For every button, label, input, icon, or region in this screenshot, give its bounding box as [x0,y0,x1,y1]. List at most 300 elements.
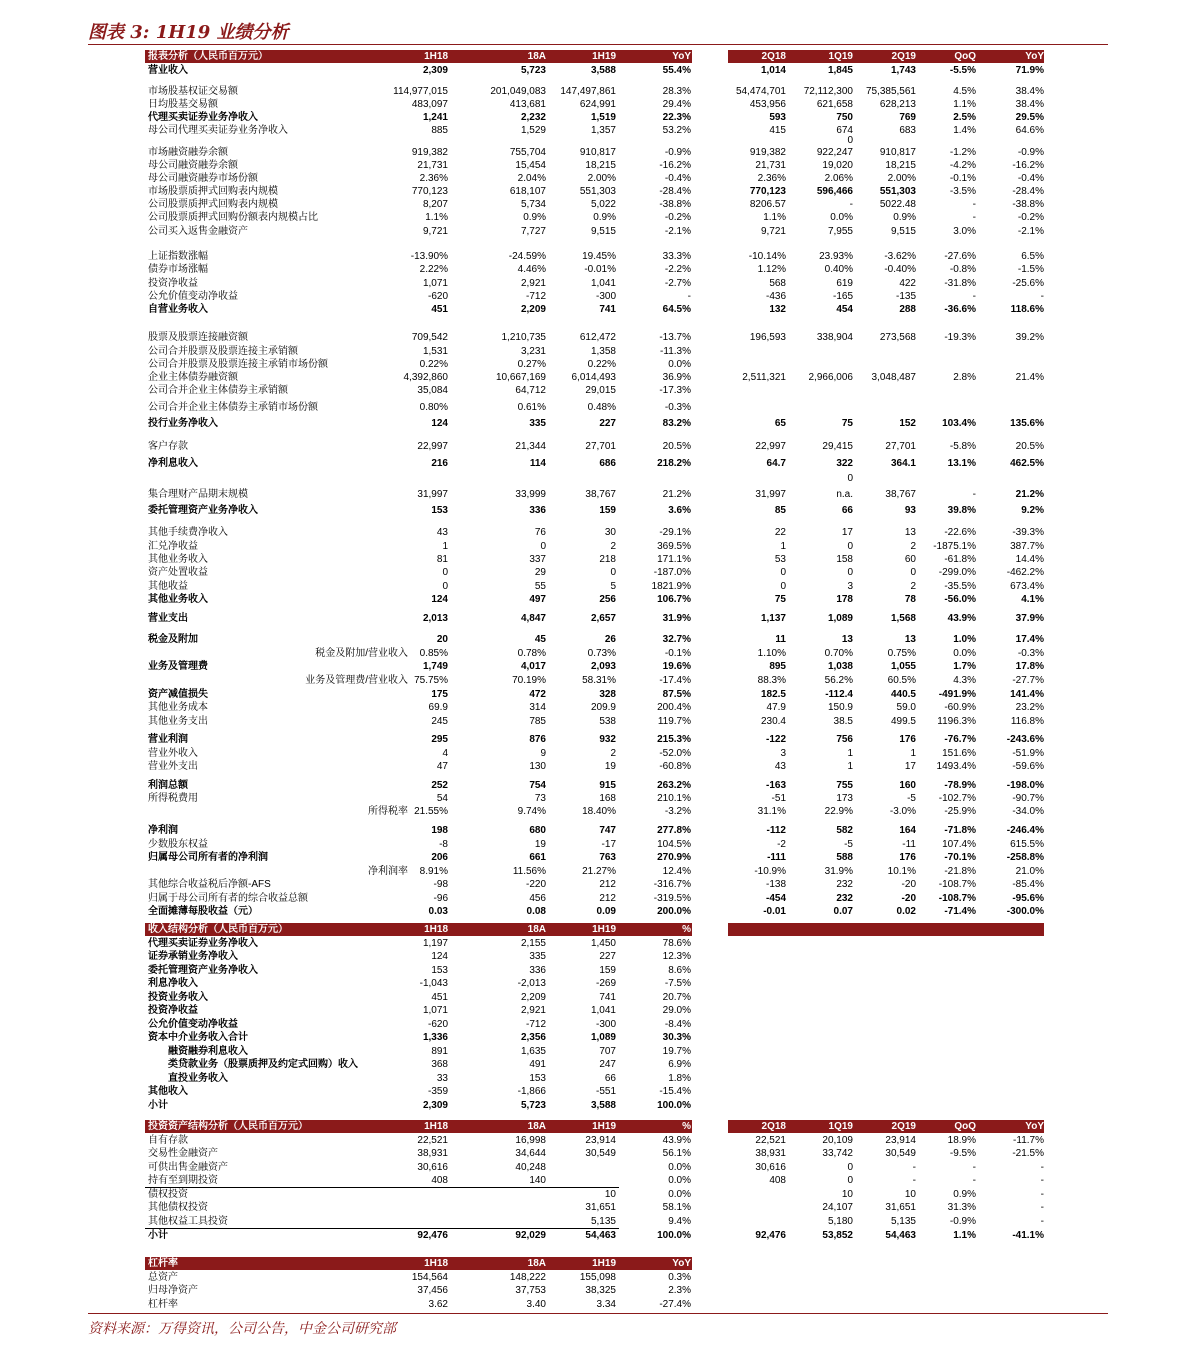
cell-4: 2.3% [668,1285,691,1296]
cell-1: -13.90% [410,251,448,262]
cell-8: - [972,212,976,223]
cell-1: 198 [431,825,448,836]
table-row [0,733,1191,746]
cell-5: 22,521 [755,1135,786,1146]
cell-7: - [912,1175,916,1186]
cell-4: 43.9% [662,1135,691,1146]
cell-5: 11 [775,634,786,645]
cell-6: 232 [836,893,853,904]
cell-7: 628,213 [879,99,916,110]
cell-7: -0.40% [884,264,916,275]
cell-9: - [1040,1202,1044,1213]
row-label: 客户存款 [148,441,188,452]
table-row [0,111,1191,124]
cell-8: 1.4% [953,125,976,136]
cell-1: 919,382 [411,147,448,158]
table-row [0,1134,1191,1147]
cell-4: 200.4% [657,702,691,713]
cell-5: 132 [769,304,786,315]
cell-7: 0 [910,567,916,578]
cell-1: 1H18 [424,924,448,935]
cell-6: 619 [836,278,853,289]
cell-8: - [972,291,976,302]
cell-4: -11.3% [660,346,691,357]
table-row [0,198,1191,211]
row-label: 投资净收益 [148,278,198,289]
cell-5: 919,382 [749,147,786,158]
cell-5: 65 [774,418,786,429]
cell-2: 0.08 [526,906,546,917]
cell-3: 218 [599,554,616,565]
cell-2: 140 [529,1175,546,1186]
cell-4: 200.0% [657,906,691,917]
cell-6: 158 [836,554,853,565]
cell-9: -0.4% [1017,173,1044,184]
cell-3: 0 [610,567,616,578]
cell-1: 81 [436,554,448,565]
cell-9: -51.9% [1012,748,1044,759]
cell-4: 8.6% [668,965,691,976]
cell-3: 551,303 [579,186,616,197]
cell-9: 6.5% [1021,251,1044,262]
row-label: 委托管理资产业务净收入 [148,505,258,516]
cell-2: 491 [529,1059,546,1070]
cell-3: 5,022 [590,199,616,210]
cell-3: 910,817 [579,147,616,158]
cell-2: 37,753 [515,1285,546,1296]
cell-5: 1,014 [760,65,786,76]
cell-4: -316.7% [653,879,691,890]
cell-9: -0.9% [1017,147,1044,158]
cell-3: 30,549 [585,1148,616,1159]
cell-7: 10 [904,1189,916,1200]
cell-9: 14.4% [1015,554,1044,565]
cell-1: 891 [431,1046,448,1057]
cell-8: 1493.4% [936,761,976,772]
cell-1: 0.03 [428,906,448,917]
row-label: 证券承销业务净收入 [148,951,238,962]
cell-6: 38.5 [833,716,853,727]
cell-7: 2.00% [887,173,916,184]
cell-1: 1,197 [422,938,448,949]
cell-6: 0.07 [833,906,853,917]
cell-6: 755 [836,780,853,791]
cell-3: 18.40% [582,806,616,817]
top-rule [88,44,1108,45]
cell-8: 2.8% [953,372,976,383]
row-label: 归属于母公司所有者的综合收益总额 [148,893,308,904]
cell-4: 87.5% [662,689,691,700]
cell-2: 2,155 [520,938,546,949]
cell-7: 9,515 [890,226,916,237]
cell-1: 1,749 [422,661,448,672]
cell-2: 3,231 [520,346,546,357]
table-row [0,660,1191,673]
table-row [0,1031,1191,1044]
row-label: 融资融券利息收入 [148,1046,248,1057]
cell-5: -436 [765,291,786,302]
row-label: 自营业务收入 [148,304,208,315]
table-row [0,674,1191,687]
cell-8: -0.8% [949,264,976,275]
cell-4: - [687,291,691,302]
cell-3: 29,015 [585,385,616,396]
cell-4: 20.7% [662,992,691,1003]
cell-6: - [849,199,853,210]
cell-6: 13 [841,634,853,645]
cell-9: -1.5% [1017,264,1044,275]
cell-7: -11 [902,839,916,850]
cell-9: YoY [1025,51,1044,62]
table-row [0,838,1191,851]
cell-6: 621,658 [816,99,853,110]
cell-4: -15.4% [659,1086,691,1097]
cell-1: 175 [431,689,448,700]
cell-3: 1H19 [592,1258,616,1269]
cell-6: 596,466 [816,186,853,197]
cell-2: 92,029 [515,1230,546,1241]
row-label: 市场股票质押式回购表内规模 [148,186,278,197]
cell-6: 0.70% [824,648,853,659]
table-row [0,892,1191,905]
cell-3: 155,098 [579,1272,616,1283]
table-row [0,633,1191,646]
cell-3: 26 [604,634,616,645]
cell-5: 593 [769,112,786,123]
row-label: 债权投资 [148,1189,188,1200]
cell-9: 38.4% [1015,86,1044,97]
cell-5: 2,511,321 [742,372,786,383]
cell-4: -2.1% [664,226,691,237]
cell-2: 33,999 [515,489,546,500]
cell-9: 387.7% [1010,541,1044,552]
cell-4: 64.5% [662,304,691,315]
cell-1: 0.22% [419,359,448,370]
cell-6: 2.06% [824,173,853,184]
cell-2: 130 [529,761,546,772]
cell-7: 364.1 [890,458,916,469]
cell-2: 0 [540,541,546,552]
cell-2: 40,248 [515,1162,546,1173]
cell-1: 1,071 [422,278,448,289]
cell-1: 69.9 [428,702,448,713]
cell-2: 1,529 [520,125,546,136]
cell-6: 588 [836,852,853,863]
cell-7: 60 [904,554,916,565]
cell-9: 39.2% [1015,332,1044,343]
cell-9: -198.0% [1006,780,1044,791]
cell-7: -3.62% [884,251,916,262]
cell-8: 103.4% [942,418,976,429]
cell-5: 47.9 [766,702,786,713]
cell-6: 232 [836,879,853,890]
cell-3: 3.34 [596,1299,616,1310]
cell-4: 19.7% [662,1046,691,1057]
cell-9: 4.1% [1021,594,1044,605]
cell-8: -36.6% [944,304,976,315]
row-label: 公允价值变动净收益 [148,1019,238,1030]
cell-3: 58.31% [582,675,616,686]
cell-4: -38.8% [659,199,691,210]
cell-9: 20.5% [1015,441,1044,452]
cell-9: 118.6% [1010,304,1044,315]
cell-4: 100.0% [657,1230,691,1241]
cell-5: 895 [769,661,786,672]
row-label: 归母净资产 [148,1285,198,1296]
cell-2: 754 [529,780,546,791]
cell-2: 201,049,083 [490,86,546,97]
cell-6: 29,415 [822,441,853,452]
cell-9: 21.4% [1015,372,1044,383]
row-label: 公司股票质押式回购份额表内规模占比 [148,212,318,223]
cell-4: -0.3% [664,402,691,413]
cell-9: -34.0% [1012,806,1044,817]
row-label: 利润总额 [148,780,188,791]
cell-5: 64.7 [766,458,786,469]
cell-1: 21,731 [417,160,448,171]
cell-1: -359 [427,1086,448,1097]
cell-2: 70.19% [512,675,546,686]
cell-8: 18.9% [947,1135,976,1146]
cell-2: -712 [525,1019,546,1030]
cell-8: 39.8% [947,505,976,516]
cell-3: -551 [595,1086,616,1097]
cell-2: 76 [534,527,546,538]
cell-3: 9,515 [590,226,616,237]
cell-3: 31,651 [585,1202,616,1213]
cell-4: -0.2% [664,212,691,223]
cell-6: 20,109 [822,1135,853,1146]
cell-4: YoY [672,1258,691,1269]
row-label: 全面摊薄每股收益（元） [148,906,258,917]
cell-8: QoQ [954,1121,976,1132]
cell-8: -9.5% [949,1148,976,1159]
cell-7: 2 [910,541,916,552]
cell-8: 1196.3% [937,716,976,727]
cell-3: 227 [599,418,616,429]
row-label: 公司买入返售金融资产 [148,226,248,237]
cell-7: 30,549 [885,1148,916,1159]
cell-5: 182.5 [760,689,786,700]
cell-1: 1H18 [424,51,448,62]
cell-6: 23.93% [819,251,853,262]
cell-4: -17.4% [659,675,691,686]
cell-3: 247 [599,1059,616,1070]
cell-3: 0.22% [587,359,616,370]
cell-2: 618,107 [509,186,546,197]
source-note: 资料来源：万得资讯，公司公告，中金公司研究部 [88,1321,396,1337]
cell-3: 2.00% [587,173,616,184]
cell-3: -300 [595,1019,616,1030]
cell-3: 30 [604,527,616,538]
cell-9: -41.1% [1012,1230,1044,1241]
cell-1: 43 [436,527,448,538]
table-header-row [0,1120,1191,1133]
cell-7: 17 [904,761,916,772]
cell-2: 497 [529,594,546,605]
cell-7: 422 [899,278,916,289]
cell-9: -95.6% [1012,893,1044,904]
cell-3: 686 [599,458,616,469]
cell-2: 18A [527,1121,546,1132]
cell-1: 1H18 [424,1121,448,1132]
cell-8: 1.1% [953,99,976,110]
cell-6: 0 [847,567,853,578]
cell-1: 154,564 [411,1272,448,1283]
cell-8: 31.3% [947,1202,976,1213]
cell-2: 1,635 [520,1046,546,1057]
table-row [0,1201,1191,1214]
cell-9: -246.4% [1006,825,1044,836]
cell-8: - [972,489,976,500]
cell-2: 337 [529,554,546,565]
row-label: 资产减值损失 [148,689,208,700]
cell-3: 747 [599,825,616,836]
cell-4: 31.9% [662,613,691,624]
cell-2: 114 [529,458,546,469]
row-label: 企业主体债券融资额 [148,372,238,383]
cell-8: -71.8% [944,825,976,836]
cell-6: -112.4 [825,689,853,700]
cell-2: 2,921 [520,278,546,289]
cell-1: -620 [427,291,448,302]
cell-5: 453,956 [749,99,786,110]
row-label: 汇兑净收益 [148,541,198,552]
cell-4: 12.3% [662,951,691,962]
cell-4: 0.0% [668,359,691,370]
cell-1: 124 [431,418,448,429]
cell-3: 38,767 [585,489,616,500]
table-row [0,647,1191,660]
row-label: 杠杆率 [148,1258,178,1269]
table-row [0,950,1191,963]
cell-2: 335 [529,418,546,429]
cell-3: 168 [599,793,616,804]
cell-8: -19.3% [944,332,976,343]
row-label: 营业利润 [148,734,188,745]
table-row [0,263,1191,276]
cell-8: -4.2% [949,160,976,171]
row-label: 其他业务收入 [148,594,208,605]
cell-3: 1,519 [590,112,616,123]
cell-2: 661 [529,852,546,863]
cell-8: -299.0% [938,567,976,578]
cell-8: -60.9% [944,702,976,713]
cell-2: 876 [529,734,546,745]
cell-9: -0.2% [1017,212,1044,223]
table-row [0,504,1191,517]
cell-9: -300.0% [1006,906,1044,917]
cell-4: -7.5% [664,978,691,989]
cell-5: 75 [774,594,786,605]
cell-5: -454 [765,893,786,904]
cell-6: 756 [836,734,853,745]
cell-9: -28.4% [1012,186,1044,197]
row-label: 税金及附加 [148,634,198,645]
cell-4: 369.5% [657,541,691,552]
cell-6: 3 [847,581,853,592]
row-label: 其他综合收益税后净额-AFS [148,879,271,890]
cell-2: 64,712 [515,385,546,396]
table-row [0,747,1191,760]
cell-1: 8,207 [422,199,448,210]
cell-8: -76.7% [944,734,976,745]
cell-5: 568 [769,278,786,289]
cell-9: 23.2% [1015,702,1044,713]
cell-3: 612,472 [579,332,616,343]
cell-9: -27.7% [1012,675,1044,686]
cell-6: 56.2% [824,675,853,686]
row-label: 杠杆率 [148,1299,178,1310]
cell-7: 23,914 [885,1135,916,1146]
cell-3: 0.48% [587,402,616,413]
cell-2: 19 [534,839,546,850]
row-label: 直投业务收入 [148,1073,228,1084]
cell-8: QoQ [954,51,976,62]
cell-4: 218.2% [657,458,691,469]
row-label: 收入结构分析（人民币百万元） [148,924,288,935]
cell-7: 93 [904,505,916,516]
cell-7: -20 [901,879,916,890]
cell-1: 252 [431,780,448,791]
cell-7: 1,743 [890,65,916,76]
cell-6: 1 [847,748,853,759]
row-label: 投资业务收入 [148,992,208,1003]
cell-9: -21.5% [1012,1148,1044,1159]
row-label: 公司合并股票及股票连接主承销市场份额 [148,359,328,370]
cell-5: 2Q18 [761,1121,786,1132]
cell-5: -163 [765,780,786,791]
cell-3: 19.45% [582,251,616,262]
cell-8: -108.7% [938,893,976,904]
cell-3: 209.9 [590,702,616,713]
cell-5: 53 [774,554,786,565]
cell-6: 1,845 [827,65,853,76]
cell-2: 336 [529,965,546,976]
table-row [0,358,1191,371]
cell-7: -20 [901,893,916,904]
cell-1: -98 [433,879,448,890]
cell-3: 212 [599,893,616,904]
cell-7: 152 [899,418,916,429]
table-row [0,185,1191,198]
cell-6: 1Q19 [828,51,853,62]
cell-1: 1,336 [422,1032,448,1043]
cell-1: -8 [439,839,448,850]
cell-3: 0.73% [587,648,616,659]
row-label: 公司股票质押式回购表内规模 [148,199,278,210]
cell-3: 3,588 [590,1100,616,1111]
table-row [0,457,1191,470]
row-label: 公司合并企业主体债券主承销额 [148,385,288,396]
row-label: 净利润率 [368,866,408,877]
cell-3: 0.9% [593,212,616,223]
cell-2: -712 [525,291,546,302]
row-label: 小计 [148,1100,168,1111]
cell-3: 1,357 [590,125,616,136]
cell-4: 32.7% [662,634,691,645]
cell-2: 0.9% [523,212,546,223]
cell-8: 4.3% [953,675,976,686]
cell-2: 680 [529,825,546,836]
cell-8: 0.0% [953,648,976,659]
row-label: 母公司融资融券市场份额 [148,173,258,184]
cell-4: 0.0% [668,1175,691,1186]
cell-1: 1,241 [422,112,448,123]
cell-3: 5,135 [590,1216,616,1227]
cell-2: 0.27% [517,359,546,370]
table-row [0,290,1191,303]
